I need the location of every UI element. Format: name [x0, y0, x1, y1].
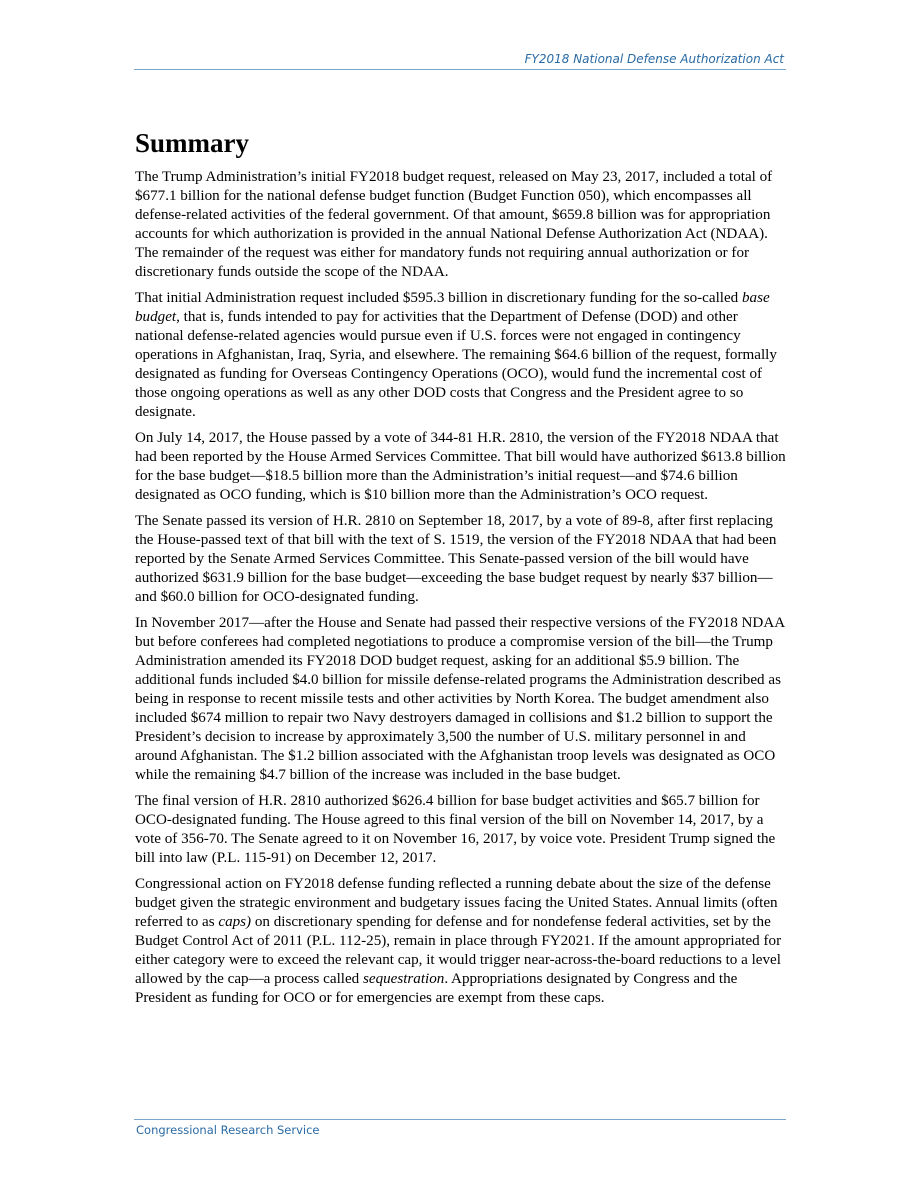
- paragraph-text: . Appropriations designated by Congress and the President as funding for OCO or for emergencies are exempt from these caps.: [135, 971, 738, 1006]
- summary-section: [135, 124, 787, 1015]
- paragraph-senate-passage: The Senate passed its version of H.R. 2810 on September 18, 2017, by a vote of 89-8, after first replacing the House-passed text of that bill with the text of S. 1519, the version of the FY2018 NDAA that had been reported by the Senate Armed Services Committee. This Senate-passed version of the bill would have authorized $631.9 billion for the base budget—exceeding the base budget request by nearly $37 billion—and $60.0 billion for OCO-designated funding.: [135, 513, 777, 605]
- section-heading: Summary: [135, 128, 249, 158]
- paragraph-text: , that is, funds intended to pay for activities that the Department of Defense (DOD) and other national defense-related agencies would pursue even if U.S. forces were not engaged in contingency operations in Afghanistan, Iraq, Syria, and elsewhere. The remaining $64.6 billion of the request, formally designated as funding for Overseas Contingency Operations (OCO), would fund the incremental cost of those ongoing operations as well as any other DOD costs that Congress and the President agree to so designate.: [135, 309, 777, 420]
- paragraph-text: Congressional action on FY2018 defense funding reflected a running debate about the size of the defense budget given the strategic environment and budgetary issues facing the United States. Annual limits (often referred to as: [135, 876, 778, 930]
- running-header-title: FY2018 National Defense Authorization Act: [524, 52, 784, 66]
- paragraph-budget-amendment: In November 2017—after the House and Senate had passed their respective versions of the FY2018 NDAA but before conferees had completed negotiations to produce a compromise version of the bill—the Trump Administration amended its FY2018 DOD budget request, asking for an additional $5.9 billion. The additional funds included $4.0 billion for missile defense-related programs the Administration described as being in response to recent missile tests and other activities by North Korea. The budget amendment also included $674 million to repair two Navy destroyers damaged in collisions and $1.2 billion to support the President’s decision to increase by approximately 3,500 the number of U.S. military personnel in and around Afghanistan. The $1.2 billion associated with the Afghanistan troop levels was designated as OCO while the remaining $4.7 billion of the increase was included in the base budget.: [135, 615, 785, 783]
- paragraph-text: on discretionary spending for defense and for nondefense federal activities, set by the Budget Control Act of 2011 (P.L. 112-25), remain in place through FY2021. If the amount appropriated for either category were to exceed the relevant cap, it would trigger near-across-the-board reductions to a level allowed by the cap—a process called: [135, 914, 782, 987]
- emphasis-term: caps): [218, 914, 252, 930]
- footer-publisher: Congressional Research Service: [136, 1123, 320, 1137]
- paragraph-base-budget: [135, 289, 787, 422]
- paragraph-text: That initial Administration request included $595.3 billion in discretionary funding for the so-called: [135, 290, 742, 306]
- header-divider: [134, 69, 786, 70]
- emphasis-term: sequestration: [363, 971, 445, 987]
- paragraph-final-version: The final version of H.R. 2810 authorized $626.4 billion for base budget activities and $65.7 billion for OCO-designated funding. The House agreed to this final version of the bill on November 14, 2017, by a vote of 356-70. The Senate agreed to it on November 16, 2017, by voice vote. President Trump signed the bill into law (P.L. 115-91) on December 12, 2017.: [135, 793, 776, 866]
- paragraph-budget-request: The Trump Administration’s initial FY2018 budget request, released on May 23, 2017, included a total of $677.1 billion for the national defense budget function (Budget Function 050), which encompasses all defense-related activities of the federal government. Of that amount, $659.8 billion was for appropriation accounts for which authorization is provided in the annual National Defense Authorization Act (NDAA). The remainder of the request was either for mandatory funds not requiring annual authorization or for discretionary funds outside the scope of the NDAA.: [135, 169, 773, 280]
- emphasis-term: base budget: [135, 290, 770, 325]
- paragraph-budget-debate: [135, 875, 787, 1008]
- footer-divider: [134, 1119, 786, 1120]
- paragraph-house-passage: On July 14, 2017, the House passed by a vote of 344-81 H.R. 2810, the version of the FY2018 NDAA that had been reported by the House Armed Services Committee. That bill would have authorized $613.8 billion for the base budget—$18.5 billion more than the Administration’s initial request—and $74.6 billion designated as OCO funding, which is $10 billion more than the Administration’s OCO request.: [135, 430, 786, 503]
